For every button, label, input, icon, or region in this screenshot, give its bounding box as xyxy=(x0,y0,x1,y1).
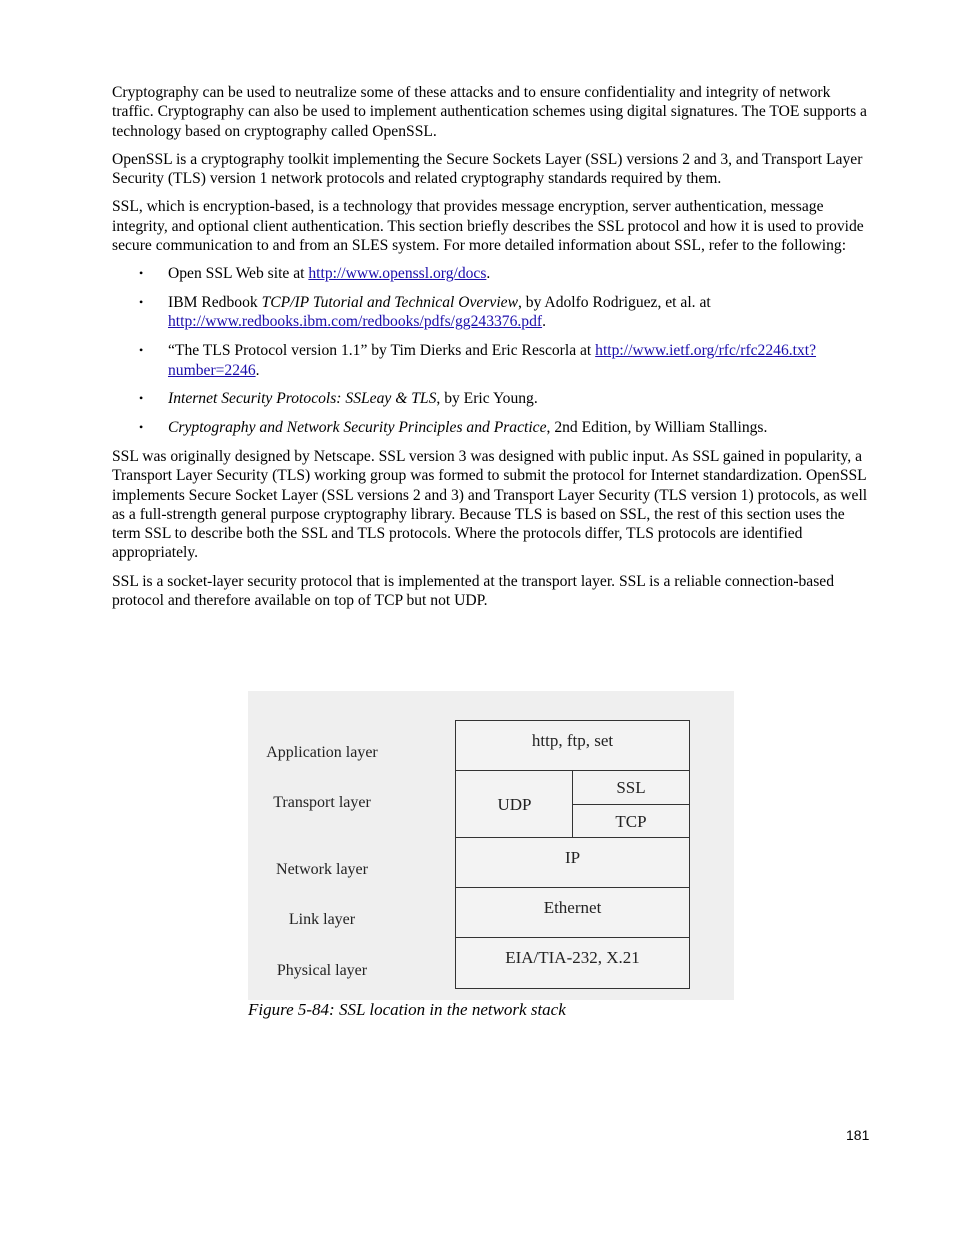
application-protocols-box: http, ftp, set xyxy=(455,720,690,772)
page-number: 181 xyxy=(846,1127,870,1143)
udp-box: UDP xyxy=(455,770,574,839)
tcp-box: TCP xyxy=(572,804,690,839)
reference-item: • “The TLS Protocol version 1.1” by Tim Dierks and Eric Rescorla at http://www.ietf.org/rfc/rfc2246.txt?number=2246. xyxy=(139,342,817,379)
openssl-docs-link[interactable]: http://www.openssl.org/docs xyxy=(308,265,487,283)
reference-item: • Open SSL Web site at http://www.openssl.org/docs. xyxy=(139,265,491,283)
reference-item: • IBM Redbook TCP/IP Tutorial and Technical Overview, by Adolfo Rodriguez, et al. at http://www.redbooks.ibm.com/redbooks/pdfs/gg243376.pdf. xyxy=(139,294,711,331)
paragraph-ssl-history: SSL was originally designed by Netscape. SSL version 3 was designed with public input. As SSL gained in popularity, a Transport Layer Security (TLS) working group was formed to submit the protocol for Internet standardization. OpenSSL implements Secure Socket Layer (SSL versions 2 and 3) and Transport Layer Security (TLS version 1) protocols, as well as a full-strength general purpose cryptography library. Because TLS is based on SSL, the rest of this section uses the term SSL to describe both the SSL and TLS protocols. Where the protocols differ, TLS protocols are identified appropriately. xyxy=(112,447,868,562)
layer-label-network: Network layer xyxy=(276,861,368,878)
ethernet-box: Ethernet xyxy=(455,887,690,939)
network-stack-figure xyxy=(248,691,734,1000)
reference-item: • Cryptography and Network Security Principles and Practice, 2nd Edition, by William Stallings. xyxy=(139,419,768,437)
redbook-link[interactable]: http://www.redbooks.ibm.com/redbooks/pdfs/gg243376.pdf xyxy=(168,313,543,331)
rfc2246-link[interactable]: http://www.ietf.org/rfc/rfc2246.txt?number=2246 xyxy=(168,342,817,379)
layer-label-link: Link layer xyxy=(288,911,356,928)
paragraph-ssl-overview: SSL, which is encryption-based, is a technology that provides message encryption, server authentication, message integrity, and optional client authentication. This section briefly describes the SSL protocol and how it is used to provide secure communication to and from an SLES system. For more detailed information about SSL, refer to the following: xyxy=(112,198,864,255)
paragraph-ssl-transport: SSL is a socket-layer security protocol that is implemented at the transport layer. SSL is a reliable connection-based protocol and therefore available on top of TCP but not UDP. xyxy=(112,572,835,610)
document-body xyxy=(112,83,870,619)
bullet-icon: • xyxy=(139,295,144,310)
bullet-icon: • xyxy=(139,420,144,435)
bullet-icon: • xyxy=(139,391,144,406)
physical-standards-box: EIA/TIA-232, X.21 xyxy=(455,937,690,989)
paragraph-cryptography-intro: Cryptography can be used to neutralize some of these attacks and to ensure confidentiality and integrity of network traffic. Cryptography can also be used to implement authentication schemes using digital signatures. The TOE supports a technology based on cryptography called OpenSSL. xyxy=(112,84,867,140)
bullet-icon: • xyxy=(139,266,144,281)
figure-caption: Figure 5-84: SSL location in the network stack xyxy=(248,1000,566,1019)
reference-list xyxy=(112,264,870,437)
layer-label-physical: Physical layer xyxy=(276,962,368,979)
layer-label-application: Application layer xyxy=(266,744,378,761)
layer-label-transport: Transport layer xyxy=(273,794,371,811)
bullet-icon: • xyxy=(139,343,144,358)
ssl-box: SSL xyxy=(572,770,690,806)
ip-box: IP xyxy=(455,837,690,889)
paragraph-openssl: OpenSSL is a cryptography toolkit implementing the Secure Sockets Layer (SSL) versions 2 and 3, and Transport Layer Security (TLS) version 1 network protocols and related cryptography standards required by them. xyxy=(112,150,863,188)
reference-item: • Internet Security Protocols: SSLeay & TLS, by Eric Young. xyxy=(139,390,538,408)
